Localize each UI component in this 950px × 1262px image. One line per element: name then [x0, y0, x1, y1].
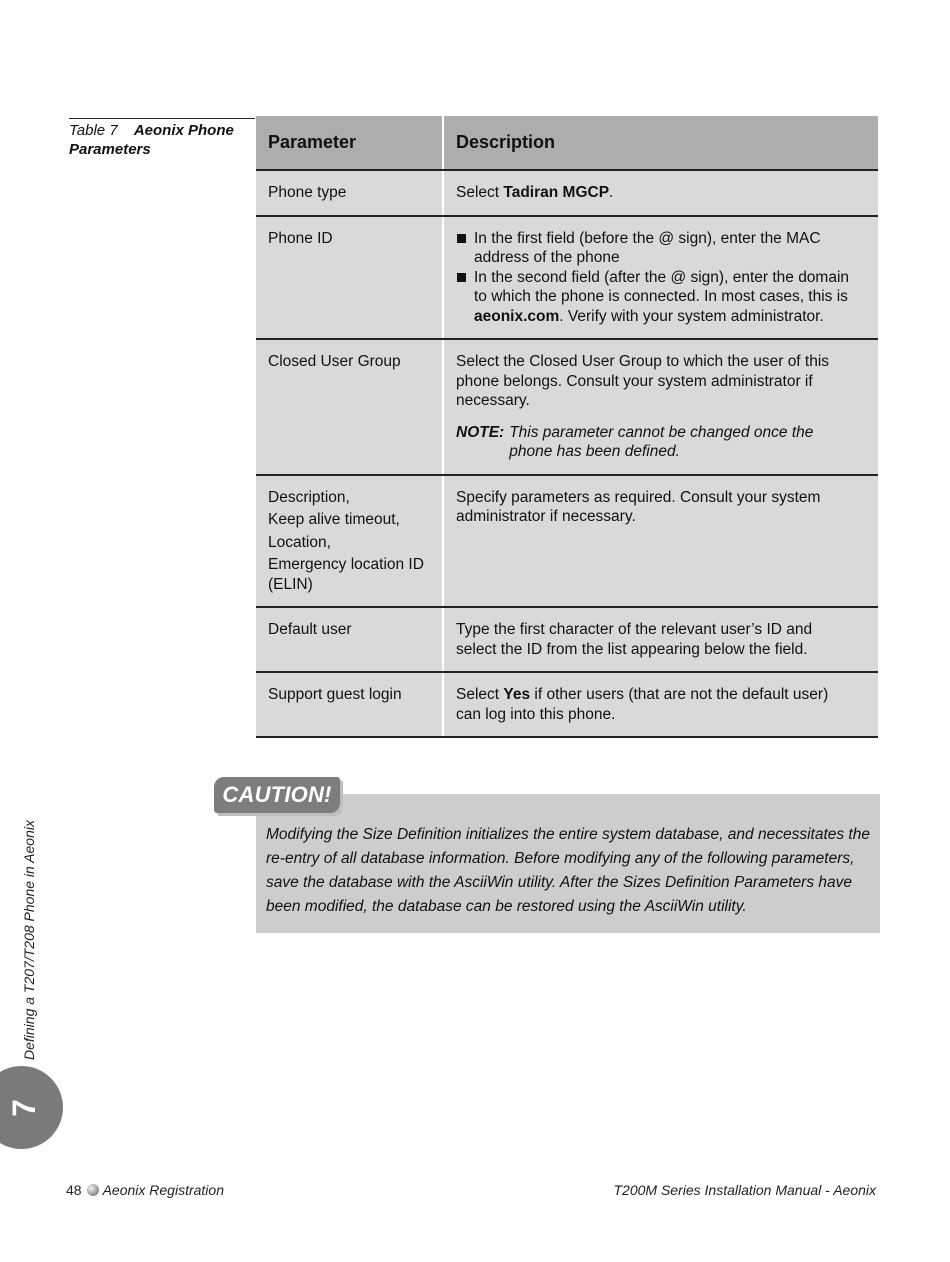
param-cell [256, 475, 443, 608]
desc-text: Select [456, 686, 504, 703]
chapter-number: 7 [6, 1099, 42, 1117]
desc-cell [443, 170, 878, 216]
table-number: Table 7 [69, 122, 118, 139]
caution-badge: CAUTION! [214, 777, 340, 813]
desc-bold: Tadiran MGCP [503, 184, 610, 201]
table-row [256, 216, 878, 340]
note-text: This parameter cannot be changed once the phone has been defined. [509, 423, 814, 460]
desc-text: if other users (that are not the default user) can log into this phone. [456, 686, 829, 723]
desc-text: . Verify with your system administrator. [559, 307, 824, 325]
param-cell: Support guest login [256, 672, 443, 737]
desc-cell: Specify parameters as required. Consult your system administrator if necessary. [443, 475, 878, 608]
table-title-line1: Aeonix Phone [133, 122, 234, 139]
table-header-row [256, 116, 878, 170]
param-line: Emergency location ID (ELIN) [268, 556, 424, 593]
table-row [256, 672, 878, 737]
header-parameter: Parameter [256, 116, 443, 170]
note [456, 423, 856, 462]
bullet-dot-icon [87, 1184, 99, 1196]
table-row [256, 475, 878, 608]
caution-text: Modifying the Size Definition initializes the entire system database, and necessitates the re-entry of all database information. Before modifying any of the following parameters, save the database with the AsciiWin utility. After the Sizes Definition Parameters have been modified, the database can be restored using the AsciiWin utility. [266, 826, 870, 915]
desc-text: In the second field (after the @ sign), enter the domain to which the phone is connected. In most cases, this is [474, 268, 850, 305]
param-cell: Phone type [256, 170, 443, 216]
desc-text: Select [456, 184, 504, 201]
footer-left [66, 1182, 224, 1198]
param-cell: Default user [256, 607, 443, 672]
desc-bold: Yes [503, 686, 531, 703]
page-number: 48 [66, 1182, 82, 1198]
desc-text: . [609, 184, 614, 201]
bullet-item: In the first field (before the @ sign), enter the MAC address of the phone [456, 229, 856, 268]
param-line: Description, [268, 488, 350, 506]
table-caption [69, 118, 255, 159]
bullet-item [456, 268, 856, 327]
desc-cell [443, 339, 878, 475]
param-cell: Phone ID [256, 216, 443, 340]
footer-section: Aeonix Registration [102, 1182, 224, 1198]
desc-cell [443, 672, 878, 737]
param-line: Location, [268, 533, 331, 551]
header-description: Description [443, 116, 878, 170]
note-label: NOTE: [456, 423, 505, 441]
bullet-list [456, 229, 856, 327]
phone-parameters-table [256, 116, 878, 738]
chapter-title: Defining a T207/T208 Phone in Aeonix [21, 820, 37, 1060]
table-row [256, 607, 878, 672]
table-row [256, 170, 878, 216]
footer-manual-title: T200M Series Installation Manual - Aeonix [613, 1182, 876, 1198]
param-cell: Closed User Group [256, 339, 443, 475]
desc-text: Select the Closed User Group to which the user of this phone belongs. Consult your system administrator if necessary. [456, 353, 830, 409]
table-title-line2: Parameters [69, 141, 151, 158]
param-line: Keep alive timeout, [268, 511, 400, 528]
desc-cell: Type the first character of the relevant user’s ID and select the ID from the list appearing below the field. [443, 607, 878, 672]
desc-bold: aeonix.com [474, 307, 560, 325]
desc-cell [443, 216, 878, 340]
table-row [256, 339, 878, 475]
